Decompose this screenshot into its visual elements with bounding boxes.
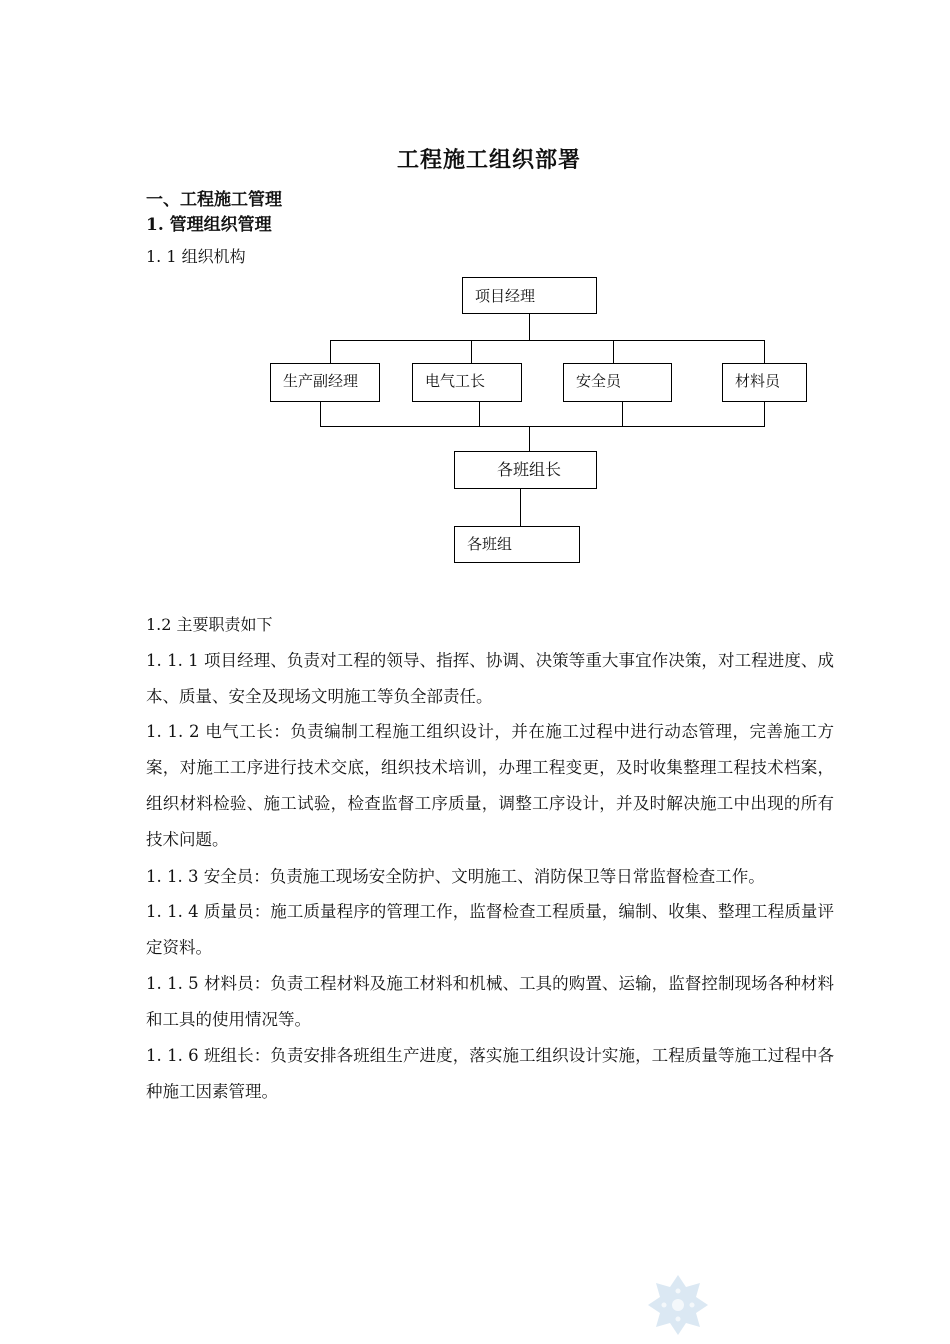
subsubsection-heading: 1. 1 组织机构 <box>146 247 246 266</box>
connector-line <box>520 489 521 527</box>
org-chart <box>0 0 950 600</box>
connector-line <box>622 402 623 427</box>
responsibilities-heading: 1.2 主要职责如下 <box>146 615 273 634</box>
connector-line <box>613 340 614 364</box>
watermark-icon <box>646 1273 710 1337</box>
connector-line <box>330 340 765 341</box>
connector-line <box>479 402 480 427</box>
section-heading: 一、工程施工管理 <box>146 190 282 210</box>
duty-paragraph: 1. 1. 3 安全员：负责施工现场安全防护、文明施工、消防保卫等日常监督检查工作。 <box>146 867 765 886</box>
duty-paragraph: 1. 1. 2 电气工长：负责编制工程施工组织设计，并在施工过程中进行动态管理，完善施工方案，对施工工序进行技术交底，组织技术培训，办理工程变更，及时收集整理工程技术档案，组织材料检验、施工试验，检查监督工序质量，调整工序设计，并及时解决施工中出现的所有技术问题。 <box>146 722 834 849</box>
duty-paragraph: 1. 1. 5 材料员：负责工程材料及施工材料和机械、工具的购置、运输，监督控制现场各种材料和工具的使用情况等。 <box>146 974 834 1029</box>
connector-line <box>320 426 765 427</box>
page-title: 工程施工组织部署 <box>396 147 581 173</box>
duty-paragraph: 1. 1. 4 质量员：施工质量程序的管理工作，监督检查工程质量，编制、收集、整理工程质量评定资料。 <box>146 902 834 957</box>
connector-line <box>529 314 530 341</box>
org-node-label: 电气工长 <box>425 372 486 390</box>
org-node-project-manager <box>462 277 597 314</box>
org-node-label: 各班组 <box>467 535 513 553</box>
org-node-label: 安全员 <box>576 372 622 390</box>
org-node-label: 项目经理 <box>475 287 536 305</box>
org-node-label: 各班组长 <box>497 460 562 479</box>
connector-line <box>529 426 530 452</box>
connector-line <box>320 402 321 427</box>
org-node-label: 生产副经理 <box>283 372 359 390</box>
org-node-electrical-foreman <box>412 363 522 402</box>
org-node-deputy-manager <box>270 363 380 402</box>
org-node-safety-officer <box>563 363 672 402</box>
connector-line <box>471 340 472 364</box>
connector-line <box>330 340 331 364</box>
org-node-team-leaders <box>454 451 597 489</box>
org-node-material-clerk <box>722 363 807 402</box>
subsection-heading: 1. 管理组织管理 <box>146 215 272 235</box>
org-node-teams <box>454 526 580 563</box>
duty-paragraph: 1. 1. 1 项目经理、负责对工程的领导、指挥、协调、决策等重大事宜作决策，对工程进度、成本、质量、安全及现场文明施工等负全部责任。 <box>146 651 834 706</box>
duty-paragraph: 1. 1. 6 班组长：负责安排各班组生产进度，落实施工组织设计实施，工程质量等施工过程中各种施工因素管理。 <box>146 1046 834 1101</box>
org-node-label: 材料员 <box>735 372 781 390</box>
connector-line <box>764 340 765 364</box>
connector-line <box>764 402 765 427</box>
